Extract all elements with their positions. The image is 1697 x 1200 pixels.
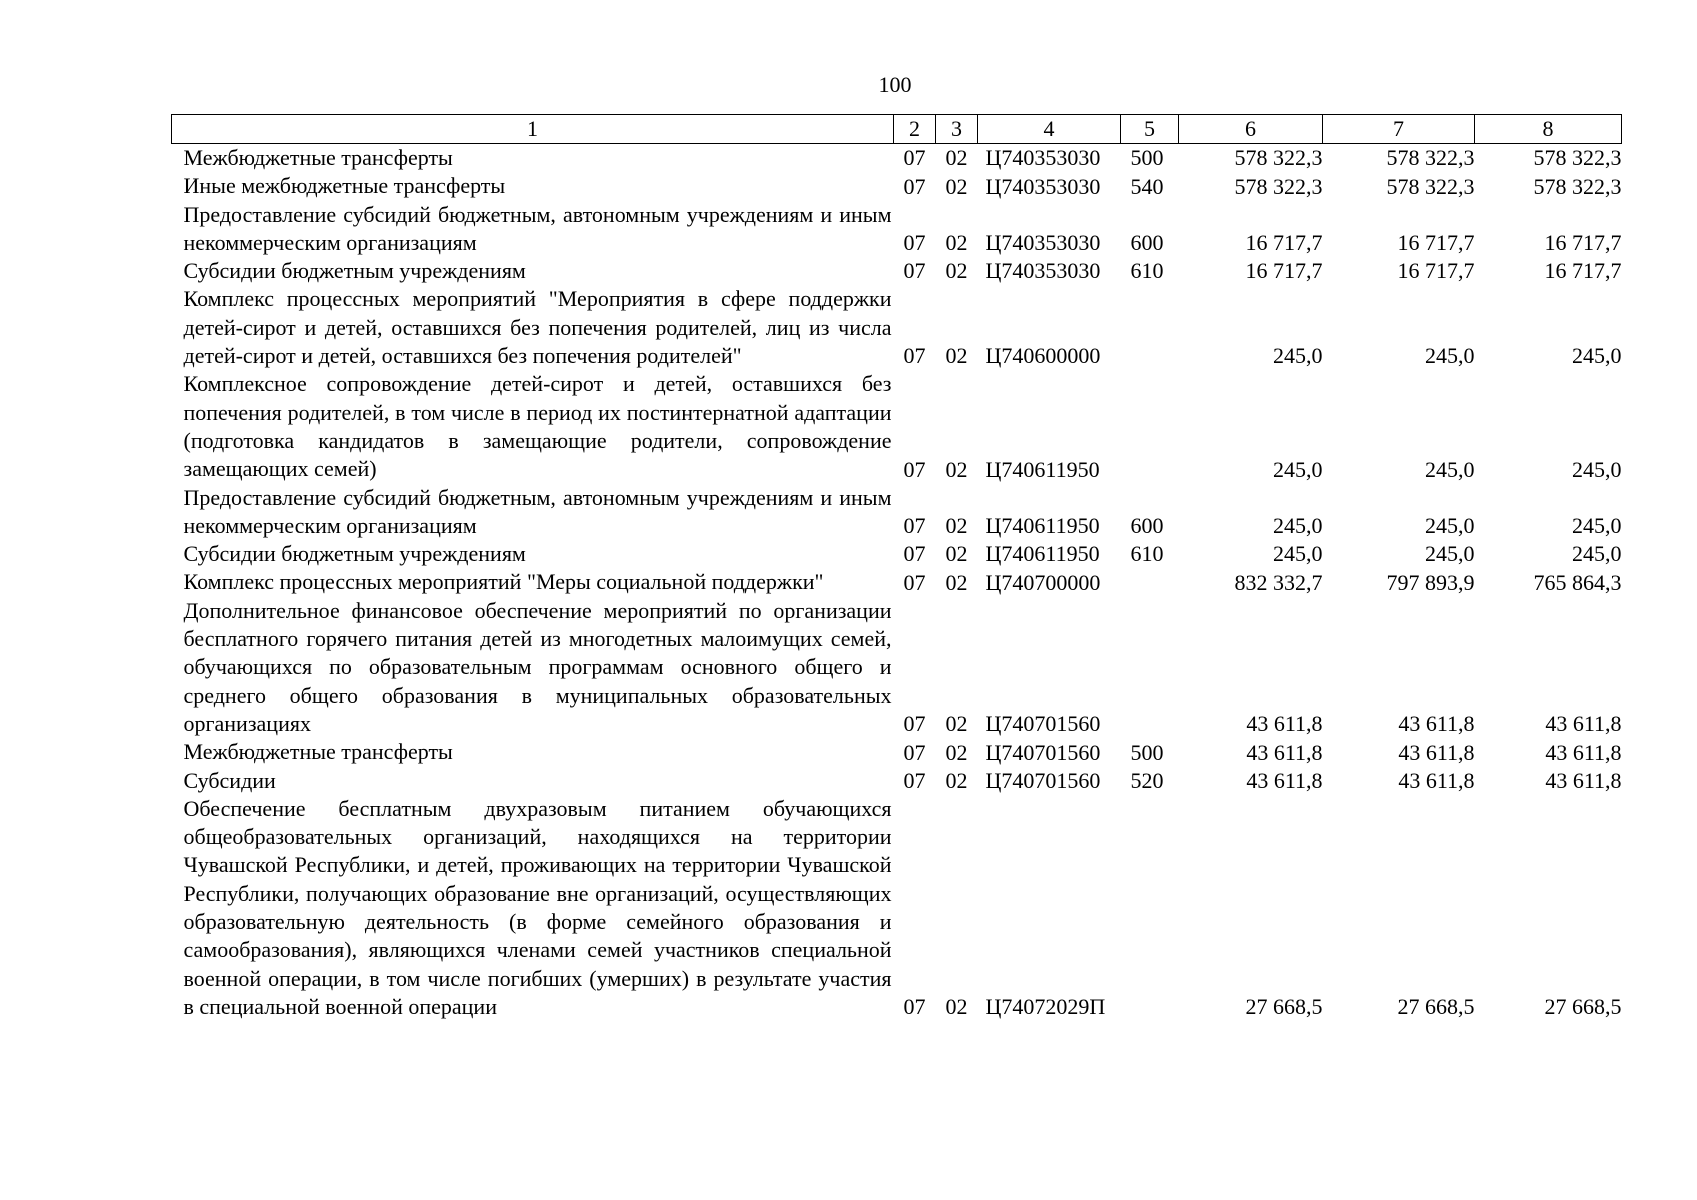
row-amount-1: 43 611,8 xyxy=(1246,767,1323,793)
table-header xyxy=(172,115,1622,144)
row-name: Предоставление субсидий бюджетным, автономным учреждениям и иным некоммерческим организациям xyxy=(183,201,892,255)
row-section: 07 xyxy=(903,230,926,256)
row-target-article: Ц740353030 xyxy=(985,230,1101,256)
header-row xyxy=(172,115,1622,144)
row-expense-type: 500 xyxy=(1130,145,1164,171)
row-amount-3: 16 717,7 xyxy=(1544,258,1622,284)
row-expense-type: 600 xyxy=(1130,513,1164,539)
header-col-1: 1 xyxy=(172,115,894,144)
row-section: 07 xyxy=(903,541,926,567)
row-name: Комплекс процессных мероприятий "Меры социальной поддержки" xyxy=(183,569,824,595)
row-amount-3: 245,0 xyxy=(1572,456,1622,482)
row-expense-type: 500 xyxy=(1130,739,1164,765)
row-amount-1: 832 332,7 xyxy=(1234,569,1323,595)
row-amount-1: 245,0 xyxy=(1273,343,1323,369)
row-amount-1: 245,0 xyxy=(1273,456,1323,482)
row-name: Межбюджетные трансферты xyxy=(183,739,453,765)
table-row xyxy=(172,144,1622,173)
row-amount-2: 43 611,8 xyxy=(1398,767,1475,793)
row-section: 07 xyxy=(903,739,926,765)
row-amount-1: 43 611,8 xyxy=(1246,739,1323,765)
row-name: Иные межбюджетные трансферты xyxy=(183,173,506,199)
row-amount-3: 765 864,3 xyxy=(1533,569,1622,595)
header-col-4: 4 xyxy=(978,115,1121,144)
row-amount-3: 245,0 xyxy=(1572,343,1622,369)
row-name: Комплексное сопровождение детей-сирот и детей, оставшихся без попечения родителей, в том числе в период их постинтернатной адаптации (подготовка кандидатов в замещающие родители, сопровождение замещающих семей) xyxy=(183,371,892,482)
row-subsection: 02 xyxy=(945,456,968,482)
row-amount-2: 43 611,8 xyxy=(1398,711,1475,737)
row-target-article: Ц740611950 xyxy=(985,513,1100,539)
header-col-8: 8 xyxy=(1475,115,1622,144)
row-amount-2: 245,0 xyxy=(1425,456,1475,482)
row-amount-3: 245,0 xyxy=(1572,541,1622,567)
row-subsection: 02 xyxy=(945,739,968,765)
row-subsection: 02 xyxy=(945,230,968,256)
row-amount-1: 27 668,5 xyxy=(1245,994,1323,1020)
row-amount-3: 578 322,3 xyxy=(1533,173,1622,199)
row-amount-2: 43 611,8 xyxy=(1398,739,1475,765)
header-col-7: 7 xyxy=(1323,115,1475,144)
header-col-2: 2 xyxy=(894,115,936,144)
row-name: Дополнительное финансовое обеспечение мероприятий по организации бесплатного горячего питания детей из многодетных малоимущих семей, обучающихся по образовательным программам основного общего и среднего общего образования в муниципальных образовательных организациях xyxy=(183,597,892,736)
row-expense-type: 610 xyxy=(1130,541,1164,567)
row-amount-2: 245,0 xyxy=(1425,513,1475,539)
row-subsection: 02 xyxy=(945,513,968,539)
row-amount-2: 797 893,9 xyxy=(1386,569,1475,595)
row-section: 07 xyxy=(903,173,926,199)
row-amount-3: 43 611,8 xyxy=(1545,711,1622,737)
row-amount-1: 245,0 xyxy=(1273,541,1323,567)
row-section: 07 xyxy=(903,513,926,539)
row-name: Комплекс процессных мероприятий "Мероприятия в сфере поддержки детей-сирот и детей, оставшихся без попечения родителей, лиц из числа детей-сирот и детей, оставшихся без попечения родителей" xyxy=(183,286,892,369)
row-target-article: Ц740353030 xyxy=(985,173,1101,199)
row-expense-type xyxy=(1121,285,1179,370)
row-amount-1: 43 611,8 xyxy=(1246,711,1323,737)
row-target-article: Ц740611950 xyxy=(985,541,1100,567)
row-amount-1: 16 717,7 xyxy=(1245,258,1323,284)
row-target-article: Ц740611950 xyxy=(985,456,1100,482)
budget-table xyxy=(171,114,1622,1021)
row-expense-type xyxy=(1121,370,1179,483)
row-amount-3: 27 668,5 xyxy=(1544,994,1622,1020)
row-name: Субсидии бюджетным учреждениям xyxy=(183,541,526,567)
row-target-article: Ц74072029П xyxy=(985,994,1106,1020)
row-section: 07 xyxy=(903,456,926,482)
table-row xyxy=(172,795,1622,1021)
row-subsection: 02 xyxy=(945,343,968,369)
row-amount-1: 16 717,7 xyxy=(1245,230,1323,256)
row-amount-2: 578 322,3 xyxy=(1386,173,1475,199)
row-subsection: 02 xyxy=(945,767,968,793)
row-target-article: Ц740701560 xyxy=(985,711,1101,737)
row-subsection: 02 xyxy=(945,173,968,199)
row-amount-2: 16 717,7 xyxy=(1397,230,1475,256)
row-name: Межбюджетные трансферты xyxy=(183,145,453,170)
row-expense-type xyxy=(1121,597,1179,738)
table-row xyxy=(172,257,1622,285)
row-section: 07 xyxy=(903,767,926,793)
table-row xyxy=(172,484,1622,541)
row-amount-1: 578 322,3 xyxy=(1234,145,1323,171)
row-subsection: 02 xyxy=(945,994,968,1020)
row-name: Предоставление субсидий бюджетным, автономным учреждениям и иным некоммерческим организациям xyxy=(183,484,892,538)
row-expense-type: 600 xyxy=(1130,230,1164,256)
row-amount-3: 43 611,8 xyxy=(1545,767,1622,793)
row-amount-2: 578 322,3 xyxy=(1386,145,1475,171)
row-amount-3: 16 717,7 xyxy=(1544,230,1622,256)
row-subsection: 02 xyxy=(945,541,968,567)
row-amount-3: 43 611,8 xyxy=(1545,739,1622,765)
table-row xyxy=(172,172,1622,200)
row-amount-1: 245,0 xyxy=(1273,513,1323,539)
row-amount-3: 578 322,3 xyxy=(1533,145,1622,171)
row-section: 07 xyxy=(903,711,926,737)
row-name: Субсидии бюджетным учреждениям xyxy=(183,258,526,284)
row-amount-2: 16 717,7 xyxy=(1397,258,1475,284)
row-subsection: 02 xyxy=(945,569,968,595)
row-target-article: Ц740701560 xyxy=(985,767,1101,793)
row-expense-type xyxy=(1121,795,1179,1021)
table-row xyxy=(172,201,1622,258)
header-col-3: 3 xyxy=(936,115,978,144)
row-expense-type: 540 xyxy=(1130,173,1164,199)
row-section: 07 xyxy=(903,258,926,284)
row-target-article: Ц740600000 xyxy=(985,343,1101,369)
row-amount-2: 245,0 xyxy=(1425,541,1475,567)
row-target-article: Ц740353030 xyxy=(985,145,1101,171)
table-row xyxy=(172,568,1622,596)
row-expense-type: 520 xyxy=(1130,767,1164,793)
table-row xyxy=(172,370,1622,483)
table-row xyxy=(172,767,1622,795)
row-section: 07 xyxy=(903,343,926,369)
row-subsection: 02 xyxy=(945,711,968,737)
row-target-article: Ц740353030 xyxy=(985,258,1101,284)
row-subsection: 02 xyxy=(945,258,968,284)
table-row xyxy=(172,285,1622,370)
row-target-article: Ц740700000 xyxy=(985,569,1101,595)
row-expense-type: 610 xyxy=(1130,258,1164,284)
header-col-5: 5 xyxy=(1121,115,1179,144)
header-col-6: 6 xyxy=(1179,115,1323,144)
row-amount-3: 245,0 xyxy=(1572,513,1622,539)
row-expense-type xyxy=(1121,568,1179,596)
table-row xyxy=(172,738,1622,766)
row-amount-2: 27 668,5 xyxy=(1397,994,1475,1020)
row-target-article: Ц740701560 xyxy=(985,739,1101,765)
row-amount-1: 578 322,3 xyxy=(1234,173,1323,199)
table-row xyxy=(172,540,1622,568)
row-name: Субсидии xyxy=(183,767,276,793)
table-row xyxy=(172,597,1622,738)
page-number: 100 xyxy=(878,72,912,97)
row-name: Обеспечение бесплатным двухразовым питанием обучающихся общеобразовательных организаций, находящихся на территории Чувашской Республики, и детей, проживающих на территории Чувашской Республики, получающих образование вне организаций, осуществляющих образовательную деятельность (в форме семейного образования и самообразования), являющихся членами семей участников специальной военной операции, в том числе погибших (умерших) в результате участия в специальной военной операции xyxy=(183,795,892,1019)
row-amount-2: 245,0 xyxy=(1425,343,1475,369)
table-body xyxy=(172,144,1622,1022)
row-section: 07 xyxy=(903,145,926,171)
row-subsection: 02 xyxy=(945,145,968,171)
row-section: 07 xyxy=(903,994,926,1020)
row-section: 07 xyxy=(903,569,926,595)
